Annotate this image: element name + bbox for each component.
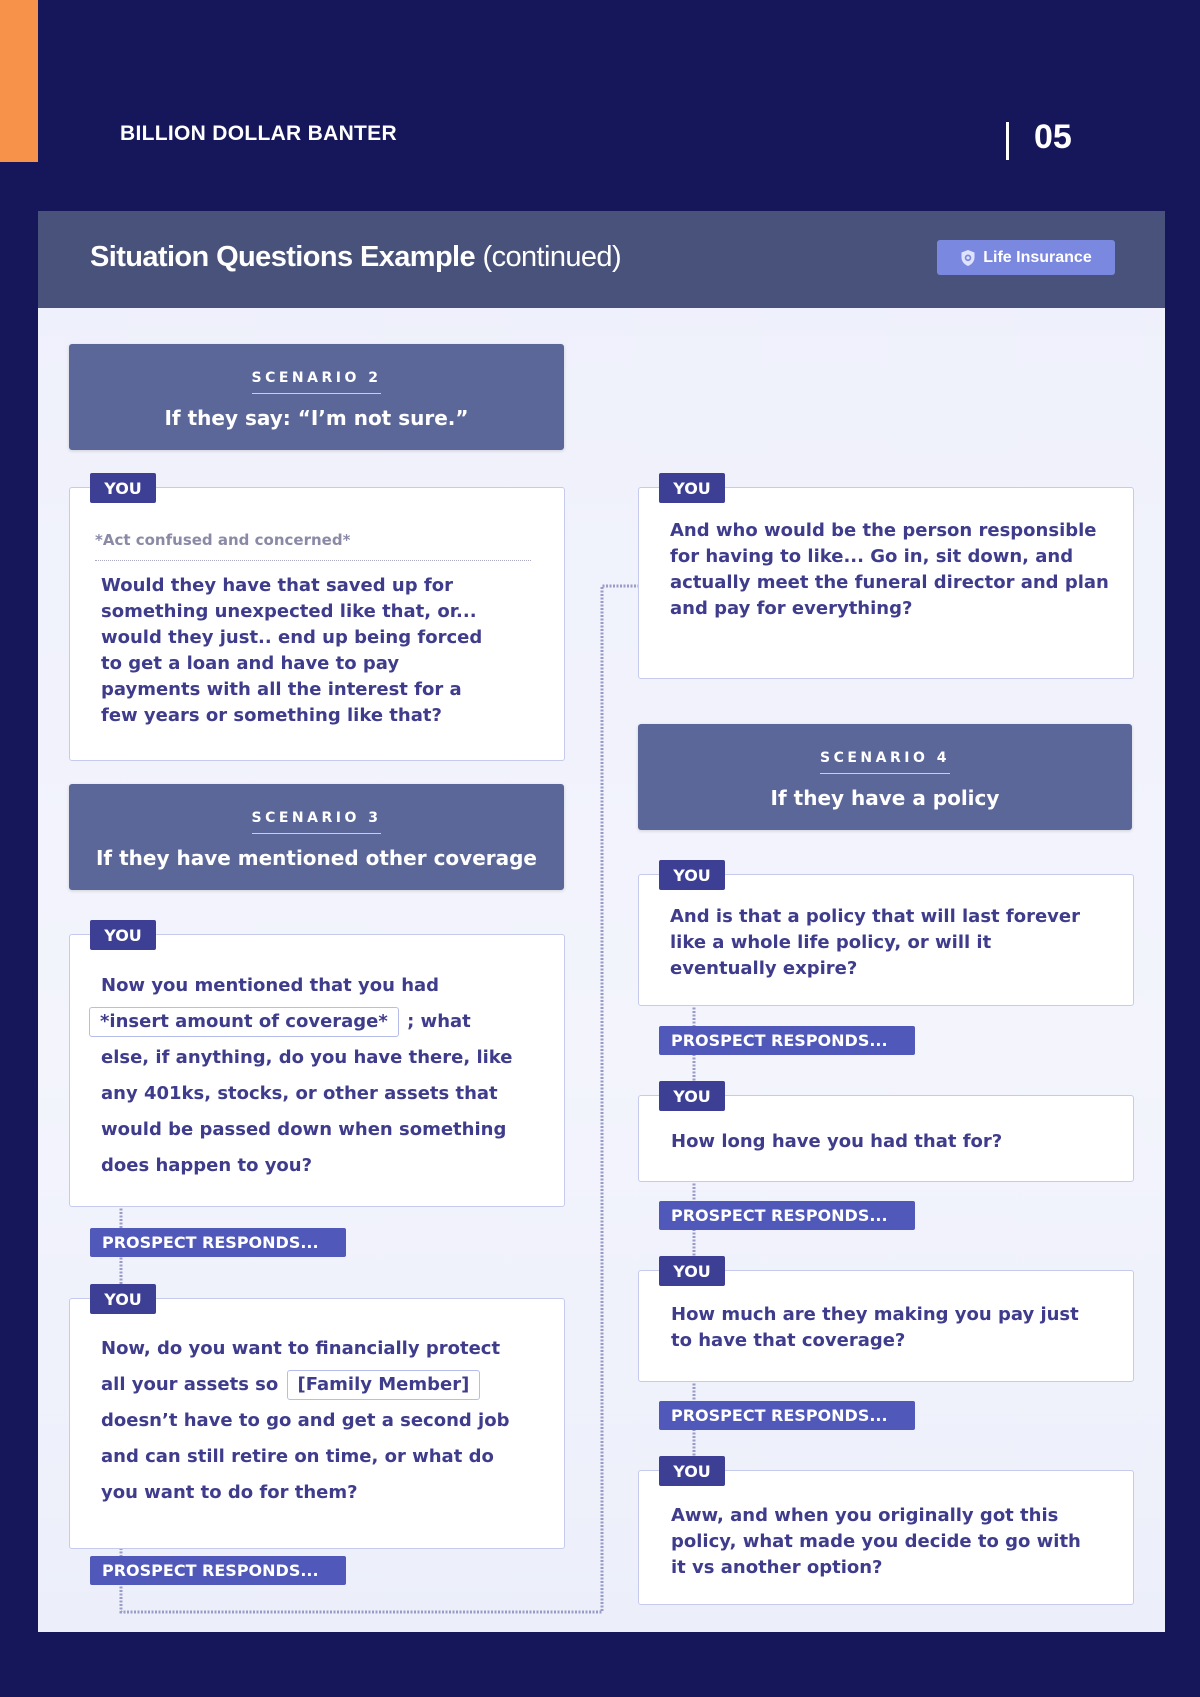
scenario-3-text-1-b: ; what else, if anything, do you have there, like any 401ks, stocks, or other assets that would be passed down when something does happen to you? [101, 1011, 513, 1176]
prospect-responds-badge: PROSPECT RESPONDS... [659, 1201, 915, 1230]
scenario-4-text-2: How long have you had that for? [671, 1131, 1003, 1152]
scenario-2-note: *Act confused and concerned* [95, 531, 351, 549]
scenario-4-header [638, 724, 1132, 830]
scenario-4-text-3: How much are they making you pay just to have that coverage? [671, 1304, 1079, 1351]
scenario-3-header [69, 784, 564, 890]
page-number: 05 [1034, 118, 1072, 156]
orange-accent-bar [0, 0, 38, 162]
scenario-3-text-1 [101, 968, 521, 1184]
scenario-3-text-2-a: Now, do you want to financially protect all your assets so [101, 1338, 501, 1395]
brand-title: BILLION DOLLAR BANTER [120, 122, 397, 145]
prospect-responds-badge: PROSPECT RESPONDS... [659, 1401, 915, 1430]
content-card [38, 211, 1165, 1632]
family-member-chip: [Family Member] [287, 1370, 481, 1400]
you-badge: YOU [659, 1256, 725, 1286]
scenario-4-question: If they have a policy [770, 786, 1000, 810]
scenario-4-text-4: Aww, and when you originally got this policy, what made you decide to go with it vs another option? [671, 1505, 1081, 1578]
you-badge: YOU [659, 1456, 725, 1486]
coverage-amount-chip: *insert amount of coverage* [89, 1007, 399, 1037]
scenario-2-label: SCENARIO 2 [252, 370, 382, 394]
scenario-2-question: If they say: “I’m not sure.” [164, 406, 469, 430]
prospect-responds-badge: PROSPECT RESPONDS... [659, 1026, 915, 1055]
you-badge: YOU [90, 920, 156, 950]
you-badge: YOU [90, 1284, 156, 1314]
note-divider [95, 560, 531, 561]
scenario-3-text-2 [101, 1331, 521, 1511]
scenario-2-header [69, 344, 564, 450]
tag-label: Life Insurance [983, 248, 1092, 266]
card-title-bold: Situation Questions Example [90, 241, 476, 273]
you-badge: YOU [90, 473, 156, 503]
you-badge: YOU [659, 473, 725, 503]
scenario-3-text-1-a: Now you mentioned that you had [101, 975, 440, 996]
prospect-responds-badge: PROSPECT RESPONDS... [90, 1228, 346, 1257]
page-divider [1006, 122, 1009, 160]
scenario-3-label: SCENARIO 3 [252, 810, 382, 834]
you-badge: YOU [659, 860, 725, 890]
scenario-4-label: SCENARIO 4 [820, 750, 950, 774]
right-top-text: And who would be the person responsible for having to like... Go in, sit down, and actually meet the funeral director and plan and pay for everything? [670, 520, 1109, 619]
you-badge: YOU [659, 1081, 725, 1111]
scenario-2-text: Would they have that saved up for something unexpected like that, or... would they just.. end up being forced to get a loan and have to pay payments with all the interest for a few years or something like that? [101, 575, 483, 726]
scenario-3-text-2-b: doesn’t have to go and get a second job and can still retire on time, or what do you want to do for them? [101, 1410, 510, 1503]
scenario-4-text-1: And is that a policy that will last forever like a whole life policy, or will it eventually expire? [670, 906, 1081, 979]
card-title-light: (continued) [482, 241, 622, 273]
scenario-3-question: If they have mentioned other coverage [95, 846, 537, 870]
prospect-responds-badge: PROSPECT RESPONDS... [90, 1556, 346, 1585]
